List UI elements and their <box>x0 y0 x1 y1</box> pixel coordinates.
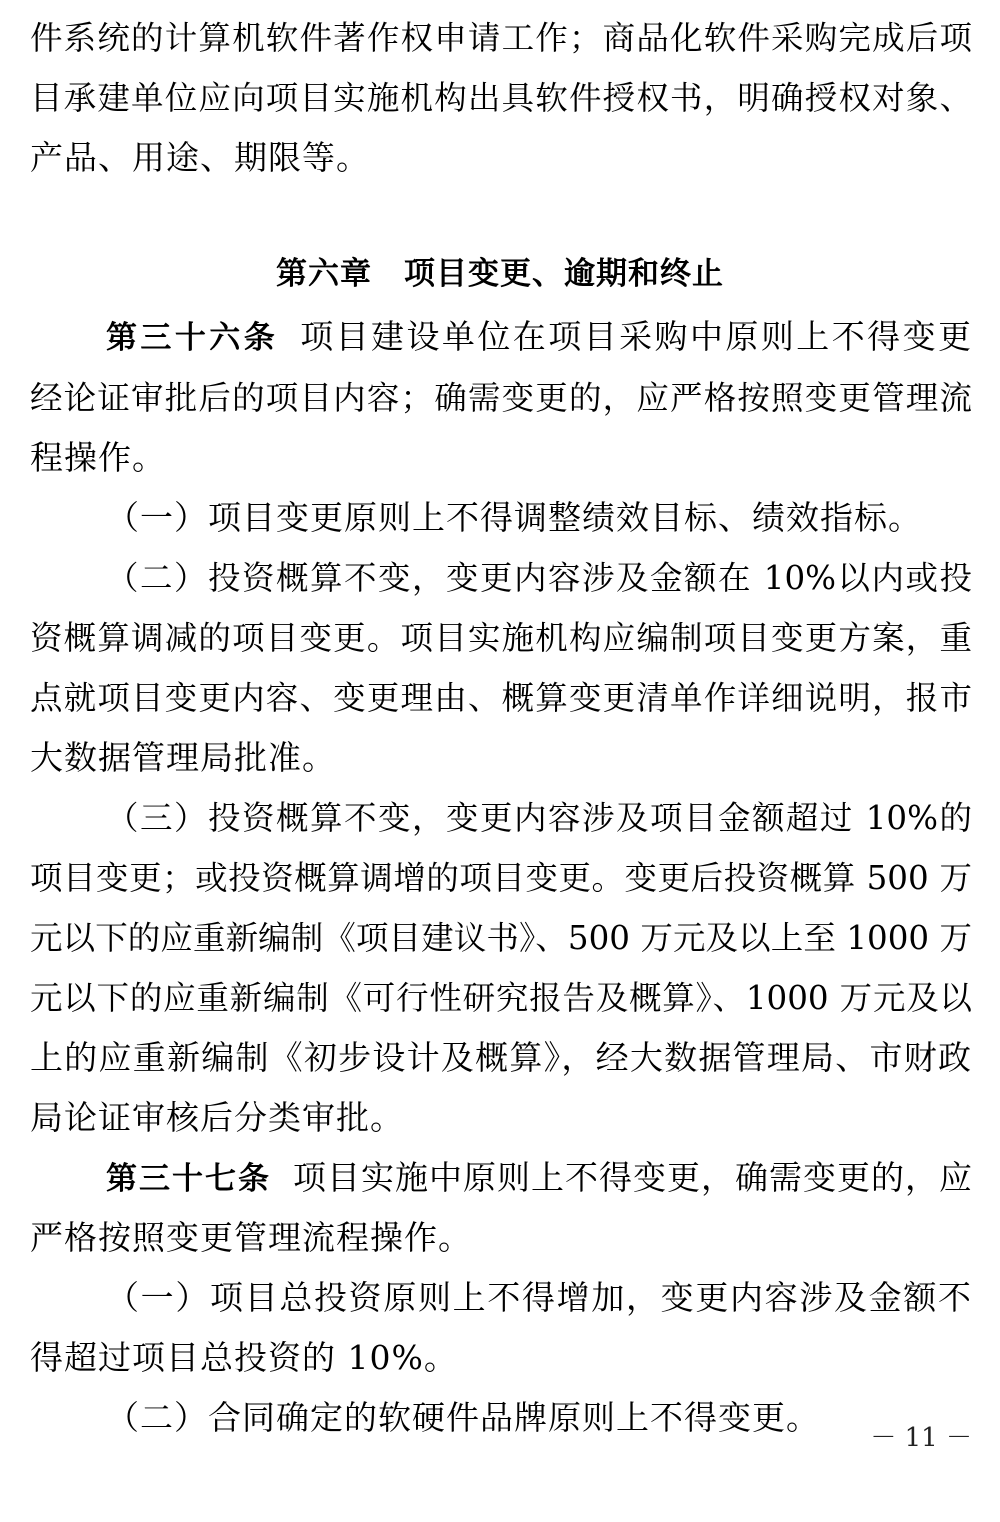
article-36-first-line <box>106 307 972 367</box>
body-text-line: 经论证审批后的项目内容；确需变更的，应严格按照变更管理流 <box>30 379 972 417</box>
chapter-title: 第六章 项目变更、逾期和终止 <box>276 256 724 292</box>
body-text-line: 严格按照变更管理流程操作。 <box>30 1218 472 1257</box>
article-37-text: 项目实施中原则上不得变更，确需变更的，应 <box>293 1158 973 1197</box>
list-item: （一）项目总投资原则上不得增加，变更内容涉及金额不 <box>106 1278 972 1317</box>
body-text-line: 得超过项目总投资的 10%。 <box>30 1338 458 1377</box>
body-text-line: 上的应重新编制《初步设计及概算》，经大数据管理局、市财政 <box>30 1038 972 1077</box>
body-text-line: 程操作。 <box>30 438 166 477</box>
body-text-line: 件系统的计算机软件著作权申请工作；商品化软件采购完成后项 <box>30 19 972 57</box>
body-text-line: 元以下的应重新编制《可行性研究报告及概算》、1000 万元及以 <box>30 979 972 1017</box>
article-37-first-line <box>106 1148 972 1208</box>
article-36-text: 项目建设单位在项目采购中原则上不得变更 <box>300 317 973 356</box>
body-text-line: 目承建单位应向项目实施机构出具软件授权书，明确授权对象、 <box>30 79 972 117</box>
list-item: （二）投资概算不变，变更内容涉及金额在 10%以内或投 <box>106 559 972 597</box>
body-text-line: 局论证审核后分类审批。 <box>30 1098 404 1137</box>
page-number: － 11 － <box>870 1423 972 1453</box>
body-text-line: 资概算调减的项目变更。项目实施机构应编制项目变更方案，重 <box>30 619 972 657</box>
body-text-line: 点就项目变更内容、变更理由、概算变更清单作详细说明，报市 <box>30 679 972 717</box>
list-item: （一）项目变更原则上不得调整绩效目标、绩效指标。 <box>106 498 922 537</box>
body-text-line: 大数据管理局批准。 <box>30 738 336 777</box>
list-item: （二）合同确定的软硬件品牌原则上不得变更。 <box>106 1398 820 1437</box>
body-text-line: 产品、用途、期限等。 <box>30 138 370 177</box>
body-text-line: 元以下的应重新编制《项目建议书》、500 万元及以上至 1000 万 <box>30 919 972 957</box>
article-37-heading: 第三十七条 <box>106 1161 271 1197</box>
body-text-line: 项目变更；或投资概算调增的项目变更。变更后投资概算 500 万 <box>30 859 972 897</box>
list-item: （三）投资概算不变，变更内容涉及项目金额超过 10%的 <box>106 799 972 837</box>
article-36-heading: 第三十六条 <box>106 320 279 356</box>
